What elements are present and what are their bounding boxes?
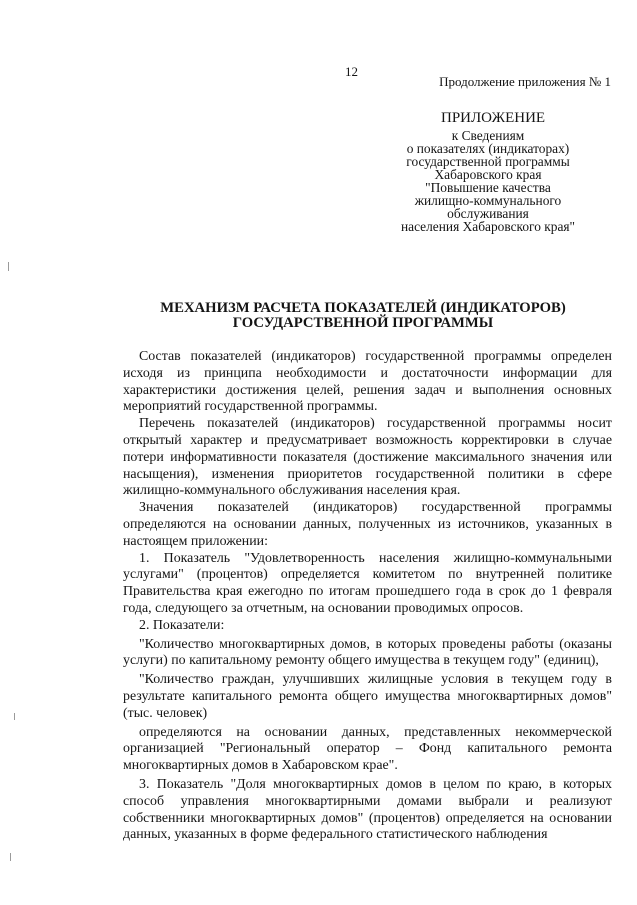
page-number: 12 (345, 64, 358, 79)
appendix-caption (388, 129, 588, 233)
scan-margin-mark (14, 713, 15, 720)
body-paragraph: "Количество граждан, улучшивших жилищные условия в текущем году в результате капитального ремонта общего имущества многоквартирных домов" (тыс. человек) (123, 672, 612, 721)
heading-line: МЕХАНИЗМ РАСЧЕТА ПОКАЗАТЕЛЕЙ (ИНДИКАТОРОВ) (160, 300, 566, 316)
appendix-line: жилищно-коммунального (414, 193, 562, 208)
body-paragraph: 2. Показатели: (139, 617, 225, 633)
body-paragraph: Значения показателей (индикаторов) государственной программы определяются на основании данных, полученных из источников, указанных в настоящем приложении: (123, 500, 612, 549)
main-heading (138, 301, 588, 331)
appendix-line: "Повышение качества (425, 180, 551, 195)
body-paragraph: Перечень показателей (индикаторов) государственной программы носит открытый характер и предусматривает возможность корректировки в случае потери информативности показателя (достижение максимального значения или насыщения), изменения приоритетов государственной политики в сфере жилищно-коммунального обслуживания населения края. (123, 416, 612, 499)
appendix-line: к Сведениям (451, 128, 525, 143)
heading-line: ГОСУДАРСТВЕННОЙ ПРОГРАММЫ (232, 315, 494, 331)
body-paragraph: Состав показателей (индикаторов) государственной программы определен исходя из принципа необходимости и достаточности информации для характеристики достижения целей, решения задач и выполнения основных мероприятий государственной программы. (123, 349, 612, 415)
body-paragraph: определяются на основании данных, представленных некоммерческой организацией "Региональный оператор – Фонд капитального ремонта многоквартирных домов в Хабаровском крае". (123, 724, 612, 774)
appendix-line: Хабаровского края (434, 167, 542, 182)
body-paragraph: 3. Показатель "Доля многоквартирных домов в целом по краю, в которых способ управления многоквартирными домами выбрали и реализуют собственники многоквартирных домов" (процентов) определяется на основании данных, указанных в форме федерального статистического наблюдения (123, 776, 612, 843)
appendix-line: населения Хабаровского края" (400, 219, 576, 234)
appendix-title: ПРИЛОЖЕНИЕ (441, 110, 546, 126)
appendix-line: обслуживания (447, 206, 529, 221)
body-paragraph: "Количество многоквартирных домов, в которых проведены работы (оказаны услуги) по капитальному ремонту общего имущества в текущем году" (единиц), (123, 636, 612, 669)
appendix-line: о показателях (индикаторах) (406, 141, 570, 156)
scan-margin-mark (8, 262, 9, 271)
continuation-note: Продолжение приложения № 1 (439, 74, 611, 89)
document-body (123, 349, 612, 844)
scan-margin-mark (10, 853, 11, 861)
body-paragraph: 1. Показатель "Удовлетворенность населения жилищно-коммунальными услугами" (процентов) определяется комитетом по внутренней политике Правительства края ежегодно по итогам прошедшего года в срок до 1 февраля года, следующего за отчетным, на основании проводимых опросов. (123, 550, 612, 616)
appendix-line: государственной программы (406, 154, 570, 169)
